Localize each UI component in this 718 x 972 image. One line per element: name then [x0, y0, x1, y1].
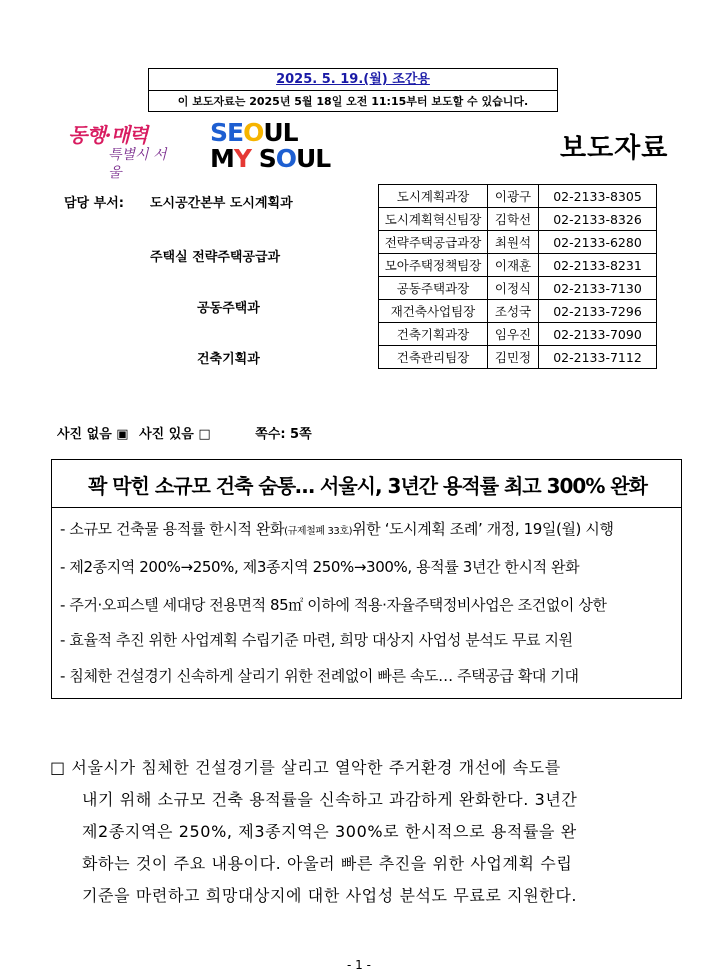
dept-label: 담당 부서:	[64, 196, 124, 211]
contact-row	[379, 231, 657, 254]
headline-box	[51, 459, 682, 699]
press-release-title: 보도자료	[560, 133, 669, 164]
bullet-note: (규제철폐 33호)	[284, 526, 353, 537]
bullet-text: - 침체한 건설경기 신속하게 살리기 위한 전례없이 빠른 속도… 주택공급 확대 기대	[60, 667, 579, 685]
contact-title: 전략주택공급과장	[379, 231, 488, 254]
contact-title: 건축관리팀장	[379, 346, 488, 369]
contact-row	[379, 300, 657, 323]
contact-row	[379, 323, 657, 346]
embargo-box	[148, 68, 558, 112]
contact-phone: 02-2133-8326	[539, 208, 657, 231]
has-photo-checkbox: 사진 있음 □	[139, 427, 211, 442]
headline-divider	[52, 507, 681, 508]
contact-name: 이정식	[488, 277, 539, 300]
summary-bullet	[60, 556, 678, 577]
body-line: 화하는 것이 주요 내용이다. 아울러 빠른 추진을 위한 사업계획 수립	[82, 854, 573, 873]
contact-name: 조성국	[488, 300, 539, 323]
dongsaeng-logo-line1: 동행·매력	[68, 123, 148, 147]
contact-phone: 02-2133-6280	[539, 231, 657, 254]
body-line: □ 서울시가 침체한 건설경기를 살리고 열악한 주거환경 개선에 속도를	[50, 758, 561, 777]
body-line: 제2종지역은 250%, 제3종지역은 300%로 한시적으로 용적률을 완	[82, 822, 577, 841]
summary-bullet	[60, 594, 678, 615]
contact-row	[379, 254, 657, 277]
bullet-text: - 주거·오피스텔 세대당 전용면적 85㎡ 이하에 적용·자율주택정비사업은 조건없이 상한	[60, 596, 607, 614]
dongsaeng-logo	[68, 123, 178, 181]
bullet-text: - 제2종지역 200%→250%, 제3종지역 250%→300%, 용적률 3년간 한시적 완화	[60, 558, 580, 576]
seoul-my-soul-logo	[210, 118, 331, 173]
body-paragraph	[50, 752, 680, 912]
contact-row	[379, 277, 657, 300]
contact-title: 공동주택과장	[379, 277, 488, 300]
body-line: 기준을 마련하고 희망대상지에 대한 사업성 분석도 무료로 지원한다.	[82, 886, 578, 905]
headline: 꽉 막힌 소규모 건축 숨통… 서울시, 3년간 용적률 최고 300% 완화	[88, 474, 647, 498]
dept-architecture-planning: 건축기획과	[197, 352, 260, 367]
summary-bullet	[60, 665, 678, 686]
contact-title: 재건축사업팀장	[379, 300, 488, 323]
page-number: - 1 -	[347, 958, 371, 972]
contact-phone: 02-2133-7296	[539, 300, 657, 323]
contact-row	[379, 185, 657, 208]
contact-title: 건축기획과장	[379, 323, 488, 346]
contact-phone: 02-2133-7112	[539, 346, 657, 369]
no-photo-checkbox: 사진 없음 ▣	[57, 427, 129, 442]
contact-phone: 02-2133-7090	[539, 323, 657, 346]
summary-bullet	[60, 518, 678, 539]
seoul-logo-line1: SEOUL	[210, 118, 298, 147]
embargo-notice: 이 보도자료는 2025년 5월 18일 오전 11:15부터 보도할 수 있습니다.	[177, 95, 529, 108]
dongsaeng-logo-line2: 특별시 서울	[108, 147, 167, 181]
page-count: 쪽수: 5쪽	[255, 427, 312, 442]
contact-name: 임우진	[488, 323, 539, 346]
contact-name: 김민정	[488, 346, 539, 369]
contact-name: 김학선	[488, 208, 539, 231]
bullet-text: - 효율적 추진 위한 사업계획 수립기준 마련, 희망 대상지 사업성 분석도 무료 지원	[60, 631, 573, 649]
photo-info	[57, 423, 318, 442]
contact-title: 도시계획혁신팀장	[379, 208, 488, 231]
dept-strategic-housing: 주택실 전략주택공급과	[150, 250, 281, 265]
bullet-text-tail: 위한 ‘도시계획 조례’ 개정, 19일(월) 시행	[352, 520, 614, 538]
summary-bullet	[60, 629, 678, 650]
body-line: 내기 위해 소규모 건축 용적률을 신속하고 과감하게 완화한다. 3년간	[82, 790, 578, 809]
contact-name: 이광구	[488, 185, 539, 208]
dept-apartment-housing: 공동주택과	[197, 301, 260, 316]
contact-row	[379, 208, 657, 231]
bullet-text: - 소규모 건축물 용적률 한시적 완화	[60, 520, 285, 538]
contact-row	[379, 346, 657, 369]
seoul-logo-line2: MY SOUL	[210, 144, 331, 173]
contact-phone: 02-2133-8231	[539, 254, 657, 277]
embargo-release-date: 2025. 5. 19.(월) 조간용	[149, 69, 557, 91]
contact-name: 최원석	[488, 231, 539, 254]
contacts-table	[378, 184, 657, 369]
contact-phone: 02-2133-8305	[539, 185, 657, 208]
dept-urban-planning: 도시공간본부 도시계획과	[150, 196, 293, 211]
contact-title: 도시계획과장	[379, 185, 488, 208]
contact-title: 모아주택정책팀장	[379, 254, 488, 277]
contact-phone: 02-2133-7130	[539, 277, 657, 300]
contact-name: 이재훈	[488, 254, 539, 277]
